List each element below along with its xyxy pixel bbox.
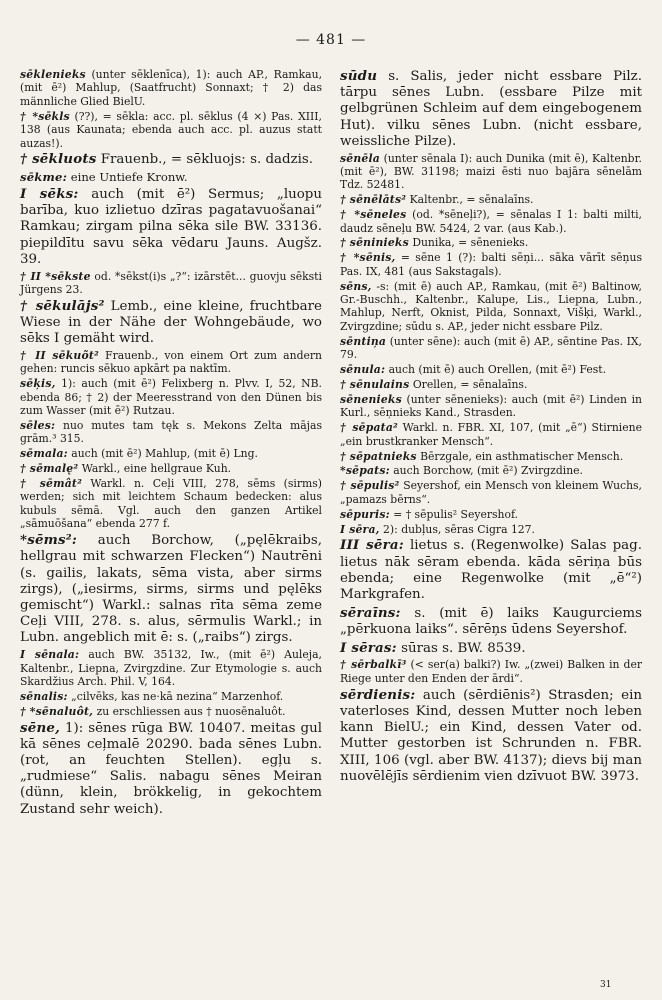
entry-body: „cilvēks, kas ne·kā nezina“ Marzenhof.: [67, 689, 284, 703]
entry-body: -s: (mit ē) auch AP., Ramkau, (mit ē²) Baltinow, Gr.-Buschh., Kaltenbr., Kalupe, Lis., Liepna, Lubn., Mahlup, Nerft, Oknist, Pilda, Sonnaxt, Višķi, Warkl., Zvirgzdine; sūdu s. AP., jeder nicht essbare Pilz.: [340, 279, 642, 333]
entry-headword: † *sēnis,: [340, 251, 396, 265]
entry-headword: † II *sēkste: [20, 269, 91, 283]
entry-headword: sēles:: [20, 418, 56, 432]
entry-body: (unter sēklenīca), 1): auch AP., Ramkau, (mit ē²) Mahlup, (Saatfrucht) Sonnaxt; † 2) das männliche Glied BielU.: [20, 68, 322, 108]
entry-headword: sēmala:: [20, 447, 68, 461]
entry-headword: † sēpulis²: [340, 479, 400, 493]
entry-body: auch Borchow, (mit ē²) Zvirgzdine.: [389, 464, 583, 478]
dictionary-entry: [20, 349, 322, 376]
signature-mark: 31: [600, 980, 612, 990]
dictionary-entry: [20, 270, 322, 297]
entry-headword: I sēks:: [20, 185, 79, 202]
entry-headword: *sēms²:: [20, 532, 77, 549]
entry-body: (unter sēnenieks): auch (mit ē²) Linden in Kurl., sēņnieks Kand., Strasden.: [340, 392, 642, 420]
entry-headword: sēkme:: [20, 170, 68, 185]
entry-headword: I sēra,: [340, 522, 380, 536]
entry-headword: † sēnulains: [340, 378, 410, 392]
dictionary-entry: [340, 280, 642, 334]
entry-headword: III sēra:: [340, 537, 404, 554]
entry-body: Kaltenbr., = sēnalaīns.: [406, 193, 534, 207]
dictionary-entry: [340, 605, 642, 638]
dictionary-entry: [340, 393, 642, 420]
dictionary-entry: [20, 462, 322, 475]
dictionary-entry: [340, 335, 642, 362]
entry-body: Warkl. n. FBR. XI, 107, (mit „ē“) Stirniene „ein brustkranker Mensch“.: [340, 421, 642, 448]
entry-headword: † sēmalę²: [20, 462, 79, 476]
entry-headword: *sēpats:: [340, 464, 390, 478]
dictionary-entry: [20, 720, 322, 818]
dictionary-entry: [20, 377, 322, 417]
dictionary-entry: [340, 208, 642, 235]
entry-body: auch (mit ē) auch Orellen, (mit ē²) Fest.: [385, 363, 607, 377]
entry-body: (od. *sēneļi?), = sēnalas I 1: balti milti, daudz sēneļu BW. 5424, 2 var. (aus Kab.).: [340, 208, 642, 235]
entry-headword: sēns,: [340, 279, 372, 293]
entry-body: od. *sēkst(i)s „?“: izārstēt... guovju sēksti Jürgens 23.: [20, 269, 322, 296]
entry-headword: † *sēkls: [20, 109, 70, 123]
dictionary-entry: [340, 450, 642, 463]
entry-headword: sēraīns:: [340, 604, 401, 621]
entry-headword: sērdienis:: [340, 686, 416, 703]
entry-headword: sūdu: [340, 68, 378, 84]
entry-body: (unter sēne): auch (mit ē) AP., sēntine Pas. IX, 79.: [340, 334, 642, 362]
page-number: — 481 —: [295, 32, 367, 48]
entry-headword: sēnenieks: [340, 392, 402, 406]
entry-body: auch (mit ē²) Mahlup, (mit ē) Lng.: [67, 447, 258, 461]
entry-body: Seyershof, ein Mensch von kleinem Wuchs, „pamazs bērns“.: [340, 479, 642, 506]
entry-body: Bērzgale, ein asthmatischer Mensch.: [416, 449, 624, 463]
entry-body: zu erschliessen aus † nuosēnaluôt.: [93, 704, 286, 718]
entry-headword: sēntiņa: [340, 334, 387, 348]
dictionary-entry: [340, 193, 642, 206]
entry-body: s. (mit ē) laiks Kaugurciems „pērkuona laiks“. sērēņs ūdens Seyershof.: [340, 605, 642, 637]
dictionary-entry: [340, 236, 642, 249]
dictionary-entry: [20, 532, 322, 646]
dictionary-entry: [20, 186, 322, 268]
entry-body: auch BW. 35132, Iw., (mit ē²) Auleja, Kaltenbr., Liepna, Zvirgzdine. Zur Etymologie s. auch Skardžius Arch. Phil. V, 164.: [20, 648, 322, 688]
entry-body: lietus s. (Regenwolke) Salas pag. lietus nāk sēram ebenda. kāda sēriņa būs ebenda; eine Regenwolke (mit „ē“²) Markgrafen.: [340, 538, 642, 603]
entry-headword: † II sēkuõt²: [20, 348, 99, 362]
entry-body: auch (sērdiēnis²) Strasden; ein vaterloses Kind, dessen Mutter noch leben kann BielU.; ein Kind, dessen Vater od. Mutter gestorben ist Schrunden n. FBR. XIII, 106 (vgl. aber BW. 4137); dievs bij man nuovēlējīs sērdienim vien dzīvuot BW. 3973.: [340, 687, 642, 784]
entry-headword: † *sēnaluôt,: [20, 704, 94, 718]
dictionary-entry: [340, 68, 642, 150]
entry-body: (unter sēnala I): auch Dunika (mit ē), Kaltenbr. (mit ē²), BW. 31198; maizi ēsti nuo bajāra sēnelām Tdz. 52481.: [340, 151, 642, 192]
dictionary-entry: [20, 477, 322, 531]
entry-headword: † *sēneles: [340, 208, 407, 222]
entry-body: Warkl. n. Ceļi VIII, 278, sēms (sirms) werden; sich mit leichtem Schaum bedecken: alus kubuls sēmā. Vgl. auch den ganzen Artikel „sāmuōšana“ ebenda 277 f.: [20, 477, 322, 531]
dictionary-entry: [20, 690, 322, 703]
dictionary-entry: [340, 378, 642, 391]
entry-body: 2): dubļus, sēras Cigra 127.: [379, 522, 535, 536]
entry-body: Orellen, = sēnalaīns.: [409, 378, 528, 392]
entry-headword: sēķis,: [20, 377, 56, 391]
entry-headword: I sēnala:: [20, 648, 80, 662]
entry-body: Frauenb., = sēkluojs: s. dadzis.: [96, 152, 314, 168]
dictionary-entry: [340, 251, 642, 278]
entry-body: 1): sēnes rūga BW. 10407. meitas gul kā sēnes ceļmalē 20290. bada sēnes Lubn. (rot, an feuchten Stellen). egļu s. „rudmiese“ Salis. nabagu sēnes Meiran (dünn, klein, brökkelig, in gekochtem Zustand sehr weich).: [20, 720, 322, 817]
dictionary-entry: [20, 110, 322, 150]
dictionary-entry: [340, 687, 642, 785]
entry-body: s. Salis, jeder nicht essbare Pilz. tārpu sēnes Lubn. (essbare Pilze mit gelbgrünen Schleim auf dem eingebogenem Hut). vilku sēnes Lubn. (nicht essbare, weissliche Pilze).: [340, 69, 642, 149]
entry-headword: † sēpata²: [340, 421, 398, 435]
entry-body: auch (mit ē²) Sermus; „luopu barība, kuo izlietuo dzīras pagatavuošanai“ Ramkau; zirgam pilna sēka sile BW. 33136. piepildītu savu sēka vēdaru Jauns. Augšz. 39.: [20, 186, 323, 267]
dictionary-entry: [20, 447, 322, 460]
entry-body: Frauenb., von einem Ort zum andern gehen: runcis sēkuo apkārt pa naktīm.: [20, 348, 322, 376]
entry-headword: † sēkluots: [20, 151, 97, 168]
dictionary-entry: [20, 419, 322, 446]
entry-body: = sēne 1 (?): balti sēņi... sāka vārīt sēņus Pas. IX, 481 (aus Sakstagals).: [340, 251, 642, 278]
entry-headword: † sēkulājs²: [20, 297, 105, 314]
entry-body: auch Borchow, („pęlēkraibs, hellgrau mit schwarzen Flecken“) Nautrēni (s. gailis, lakats, sēma vista, aber sirms zirgs), („iesirms, sirms, sirms und pęlēks gemischt“) Warkl.: salnas rīta sēma zeme Ceļi VIII, 278. s. alus, sērmulis Warkl.; in Lubn. angeblich mit ē: s. („raibs“) zirgs.: [20, 533, 322, 646]
entry-headword: † sērbalkī³: [340, 658, 407, 672]
dictionary-entry: [340, 523, 642, 536]
dictionary-entry: [340, 658, 642, 685]
right-column: [340, 68, 642, 786]
entry-body: 1): auch (mit ē²) Felixberg n. Plvv. I, 52, NB. ebenda 86; † 2) der Meeresstrand von den Dünen bis zum Wasser (mit ē²) Rutzau.: [20, 377, 322, 418]
dictionary-entry: [340, 479, 642, 506]
entry-body: Lemb., eine kleine, fruchtbare Wiese in der Nähe der Wohngebäude, wo sēks I gemäht wird.: [20, 298, 322, 347]
entry-body: Dunika, = sēnenieks.: [408, 236, 529, 250]
entry-headword: † sēnēlāts²: [340, 193, 407, 207]
entry-headword: sēnula:: [340, 363, 386, 377]
entry-headword: sēpuris:: [340, 507, 390, 521]
dictionary-entry: [20, 151, 322, 168]
entry-body: sūras s. BW. 8539.: [396, 640, 526, 656]
dictionary-entry: [340, 640, 642, 657]
entry-body: eine Untiefe Kronw.: [67, 170, 188, 185]
dictionary-entry: [20, 705, 322, 718]
entry-headword: sēklenieks: [20, 68, 86, 81]
entry-headword: I sēras:: [340, 639, 397, 656]
entry-body: (??), = sēkla: acc. pl. sēklus (4 ×) Pas. XIII, 138 (aus Kaunata; ebenda auch acc. pl. auzus statt auzas!).: [20, 109, 322, 150]
entry-headword: sēnēla: [340, 151, 380, 165]
dictionary-entry: [20, 170, 322, 184]
dictionary-entry: [340, 152, 642, 192]
dictionary-entry: [20, 298, 322, 348]
dictionary-entry: [340, 508, 642, 521]
entry-headword: sēne,: [20, 719, 60, 736]
dictionary-entry: [340, 363, 642, 376]
dictionary-entry: [340, 537, 642, 603]
entry-headword: † sēninieks: [340, 236, 409, 250]
entry-body: nuo mutes tam tęk s. Mekons Zelta mājas grām.³ 315.: [20, 418, 322, 446]
dictionary-entry: [20, 648, 322, 688]
left-column: [20, 68, 322, 819]
entry-body: Warkl., eine hellgraue Kuh.: [78, 462, 232, 476]
entry-headword: † sēpatnieks: [340, 449, 417, 463]
dictionary-entry: [20, 68, 322, 108]
entry-headword: sēnalis:: [20, 689, 68, 703]
entry-body: = † sēpulis² Seyershof.: [389, 507, 519, 521]
entry-headword: † sēmât²: [20, 477, 83, 491]
entry-body: (< ser(a) balki?) Iw. „(zwei) Balken in der Riege unter den Enden der ārdi“.: [340, 658, 642, 685]
dictionary-entry: [340, 464, 642, 477]
dictionary-entry: [340, 421, 642, 448]
